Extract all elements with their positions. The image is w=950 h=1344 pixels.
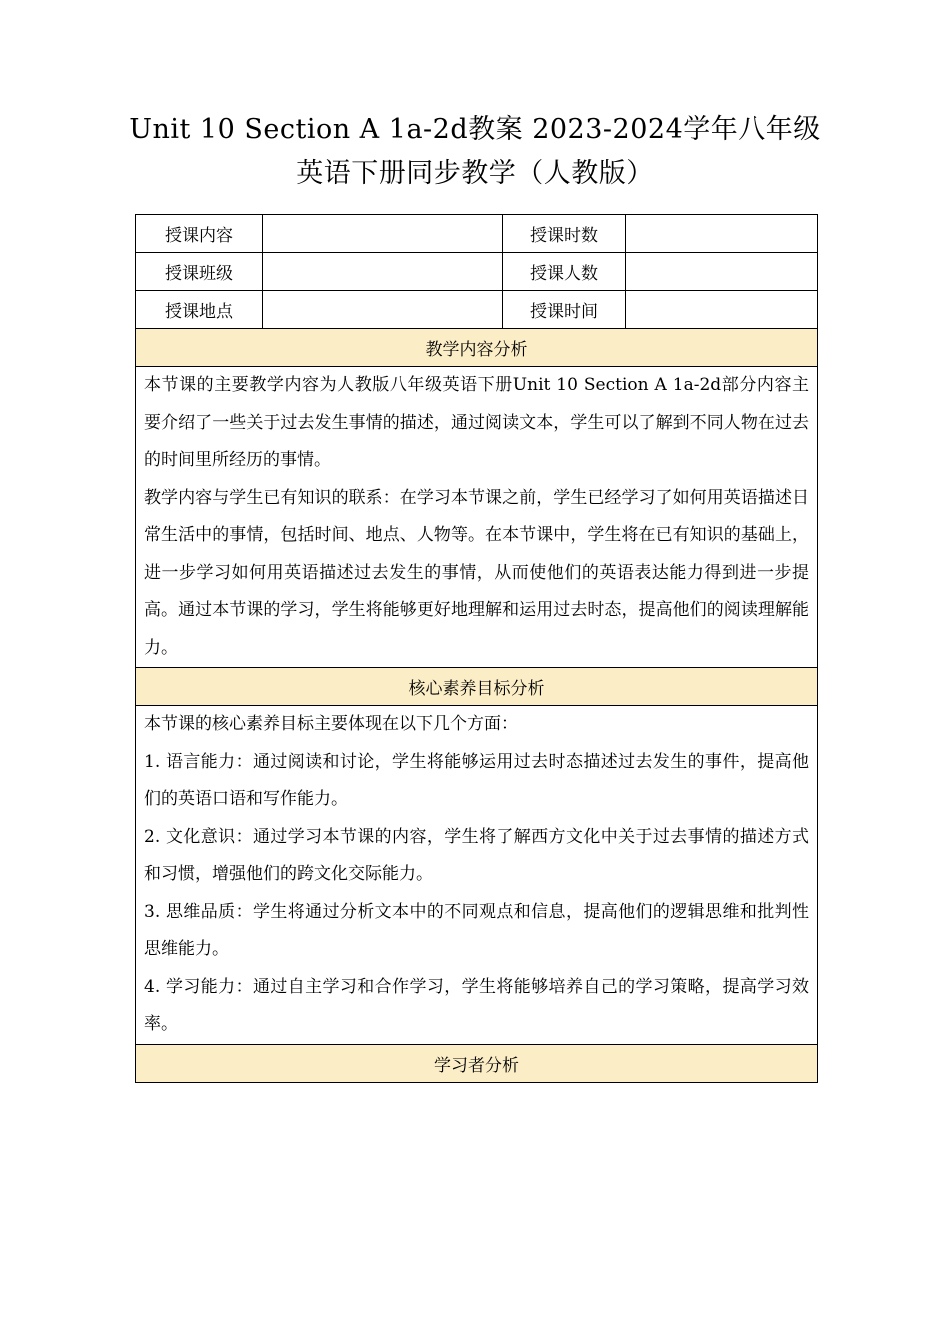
- label-teaching-content: 授课内容: [136, 215, 263, 253]
- paragraph: 3. 思维品质：学生将通过分析文本中的不同观点和信息，提高他们的逻辑思维和批判性思维能力。: [144, 901, 809, 959]
- paragraph: 本节课的主要教学内容为人教版八年级英语下册Unit 10 Section A 1a-2d部分内容主要介绍了一些关于过去发生事情的描述，通过阅读文本，学生可以了解到不同人物在过去的时间里所经历的事情。: [144, 375, 809, 470]
- paragraph: 本节课的核心素养目标主要体现在以下几个方面：: [144, 714, 518, 734]
- content-analysis-body: [136, 367, 818, 668]
- paragraph: 教学内容与学生已有知识的联系：在学习本节课之前，学生已经学习了如何用英语描述日常生活中的事情，包括时间、地点、人物等。在本节课中，学生将在已有知识的基础上，进一步学习如何用英语描述过去发生的事情，从而使他们的英语表达能力得到进一步提高。通过本节课的学习，学生将能够更好地理解和运用过去时态，提高他们的阅读理解能力。: [144, 487, 809, 658]
- title-line-2: 英语下册同步教学（人教版）: [296, 158, 654, 189]
- label-class: 授课班级: [136, 253, 263, 291]
- value-teaching-content[interactable]: [263, 215, 503, 253]
- section-heading-learner-analysis: 学习者分析: [136, 1044, 818, 1082]
- paragraph: 1. 语言能力：通过阅读和讨论，学生将能够运用过去时态描述过去发生的事件，提高他们的英语口语和写作能力。: [144, 751, 809, 809]
- value-teaching-hours[interactable]: [626, 215, 818, 253]
- paragraph: 2. 文化意识：通过学习本节课的内容，学生将了解西方文化中关于过去事情的描述方式和习惯，增强他们的跨文化交际能力。: [144, 826, 809, 884]
- value-student-count[interactable]: [626, 253, 818, 291]
- value-time[interactable]: [626, 291, 818, 329]
- value-class[interactable]: [263, 253, 503, 291]
- label-teaching-hours: 授课时数: [503, 215, 626, 253]
- title-line-1: Unit 10 Section A 1a-2d教案 2023-2024学年八年级: [129, 114, 821, 145]
- info-row: [136, 291, 818, 329]
- core-literacy-body: [136, 706, 818, 1045]
- info-row: [136, 253, 818, 291]
- label-time: 授课时间: [503, 291, 626, 329]
- section-heading-content-analysis: 教学内容分析: [136, 329, 818, 367]
- value-location[interactable]: [263, 291, 503, 329]
- document-title: [0, 108, 950, 196]
- lesson-plan-table: [135, 214, 818, 1083]
- paragraph: 4. 学习能力：通过自主学习和合作学习，学生将能够培养自己的学习策略，提高学习效率。: [144, 976, 809, 1034]
- section-heading-core-literacy: 核心素养目标分析: [136, 668, 818, 706]
- label-location: 授课地点: [136, 291, 263, 329]
- info-row: [136, 215, 818, 253]
- label-student-count: 授课人数: [503, 253, 626, 291]
